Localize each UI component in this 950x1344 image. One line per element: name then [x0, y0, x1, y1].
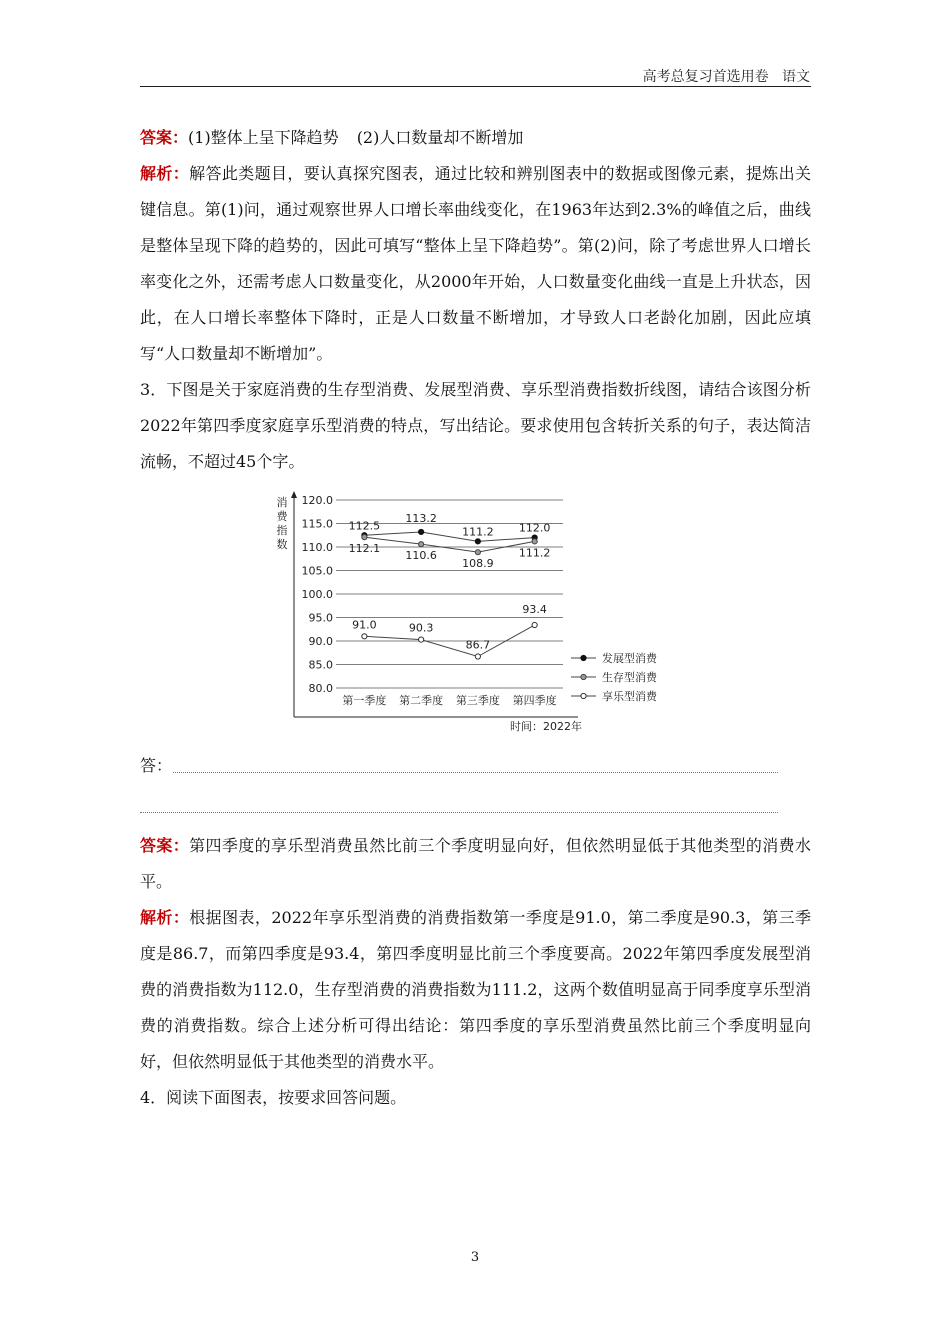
data-label: 86.7 — [465, 638, 491, 652]
data-point — [532, 539, 537, 544]
page-header — [643, 66, 810, 86]
dotted-rule — [140, 812, 778, 813]
data-point — [362, 535, 367, 540]
answer-prefix: 答： — [140, 756, 173, 775]
q3-question: 3．下图是关于家庭消费的生存型消费、发展型消费、享乐型消费指数折线图，请结合该图分析2022年第四季度家庭享乐型消费的特点，写出结论。要求使用包含转折关系的句子，表达简洁流畅，不超过45个字。 — [140, 380, 811, 471]
data-label: 93.4 — [522, 603, 547, 617]
q2-analysis — [140, 156, 811, 372]
y-tick-label: 85.0 — [308, 658, 333, 672]
data-label: 112.5 — [348, 519, 381, 533]
page-number: 3 — [470, 1250, 480, 1265]
x-tick-label: 第四季度 — [512, 694, 557, 707]
y-axis-arrow — [291, 491, 297, 498]
data-point — [532, 622, 537, 627]
data-label: 112.1 — [348, 542, 381, 556]
y-tick-label: 100.0 — [301, 588, 333, 601]
q2-answer-part2: (2)人口数量却不断增加 — [356, 128, 524, 147]
x-tick-label: 第一季度 — [342, 694, 387, 707]
q3-answer — [140, 828, 811, 900]
data-point — [475, 654, 480, 659]
x-tick-label: 第二季度 — [399, 694, 444, 707]
data-point — [419, 529, 424, 534]
page-content — [140, 120, 811, 1116]
legend-marker — [581, 693, 586, 698]
dotted-rule — [173, 772, 778, 773]
answer-blank-line-1[interactable] — [140, 748, 811, 788]
header-rule — [140, 86, 811, 87]
data-label: 111.2 — [462, 525, 494, 539]
data-label: 108.9 — [462, 557, 494, 571]
header-title: 高考总复习首选用卷 — [642, 69, 769, 85]
q2-answer — [140, 120, 811, 156]
data-label: 90.3 — [408, 621, 434, 635]
data-label: 91.0 — [352, 618, 377, 632]
data-point — [419, 637, 424, 642]
y-axis-label-char: 指 — [276, 524, 288, 537]
y-tick-label: 90.0 — [308, 635, 333, 648]
data-label: 111.2 — [518, 546, 551, 560]
header-subject: 语文 — [782, 69, 810, 85]
q3-analysis-text: 根据图表，2022年享乐型消费的消费指数第一季度是91.0，第二季度是90.3，第三季度是86.7，而第四季度是93.4，第四季度明显比前三个季度要高。2022年第四季度发展型消费的消费指数为112.0，生存型消费的消费指数为111.2，这两个数值明显高于同季度享乐型消费的消费指数。综合上述分析可得出结论：第四季度的享乐型消费虽然比前三个季度明显向好，但依然明显低于其他类型的消费水平。 — [140, 908, 811, 1071]
q2-answer-label: 答案： — [140, 128, 189, 147]
data-point — [362, 634, 367, 639]
y-axis-label-char: 消 — [276, 496, 288, 509]
data-point — [475, 550, 480, 555]
q3-answer-label: 答案： — [140, 836, 190, 855]
data-label: 113.2 — [405, 511, 437, 525]
y-tick-label: 105.0 — [301, 564, 333, 578]
y-tick-label: 120.0 — [301, 494, 333, 507]
q2-analysis-label: 解析： — [140, 164, 190, 183]
data-label: 110.6 — [405, 549, 437, 563]
data-point — [475, 539, 480, 544]
y-axis-label-char: 数 — [276, 538, 288, 551]
x-axis-label: 时间：2022年 — [510, 720, 582, 733]
y-axis-label-char: 费 — [276, 510, 288, 523]
y-tick-label: 80.0 — [308, 682, 333, 695]
legend-marker — [581, 655, 586, 660]
legend-label: 发展型消费 — [602, 652, 657, 665]
q2-analysis-text: 解答此类题目，要认真探究图表，通过比较和辨别图表中的数据或图像元素，提炼出关键信息。第(1)问，通过观察世界人口增长率曲线变化，在1963年达到2.3%的峰值之后，曲线是整体呈现下降的趋势的，因此可填写“整体上呈下降趋势”。第(2)问，除了考虑世界人口增长率变化之外，还需考虑人口数量变化，从2000年开始，人口数量变化曲线一直是上升状态，因此，在人口增长率整体下降时，正是人口数量不断增加，才导致人口老龄化加剧，因此应填写“人口数量却不断增加”。 — [140, 164, 811, 363]
q4-question: 4．阅读下面图表，按要求回答问题。 — [140, 1088, 407, 1107]
data-point — [419, 542, 424, 547]
legend-label: 享乐型消费 — [602, 690, 657, 703]
data-label: 112.0 — [518, 521, 551, 535]
legend-marker — [581, 674, 586, 679]
q3-analysis-label: 解析： — [140, 908, 190, 927]
legend-label: 生存型消费 — [602, 671, 657, 684]
y-tick-label: 110.0 — [301, 541, 333, 554]
consumption-index-chart — [278, 490, 678, 740]
y-tick-label: 115.0 — [301, 517, 333, 531]
q3-analysis — [140, 900, 811, 1080]
x-tick-label: 第三季度 — [455, 694, 500, 707]
answer-blank-line-2[interactable] — [140, 788, 811, 828]
q2-answer-part1: (1)整体上呈下降趋势 — [188, 128, 339, 147]
q3-answer-text: 第四季度的享乐型消费虽然比前三个季度明显向好，但依然明显低于其他类型的消费水平。 — [140, 836, 811, 891]
y-tick-label: 95.0 — [308, 611, 333, 625]
